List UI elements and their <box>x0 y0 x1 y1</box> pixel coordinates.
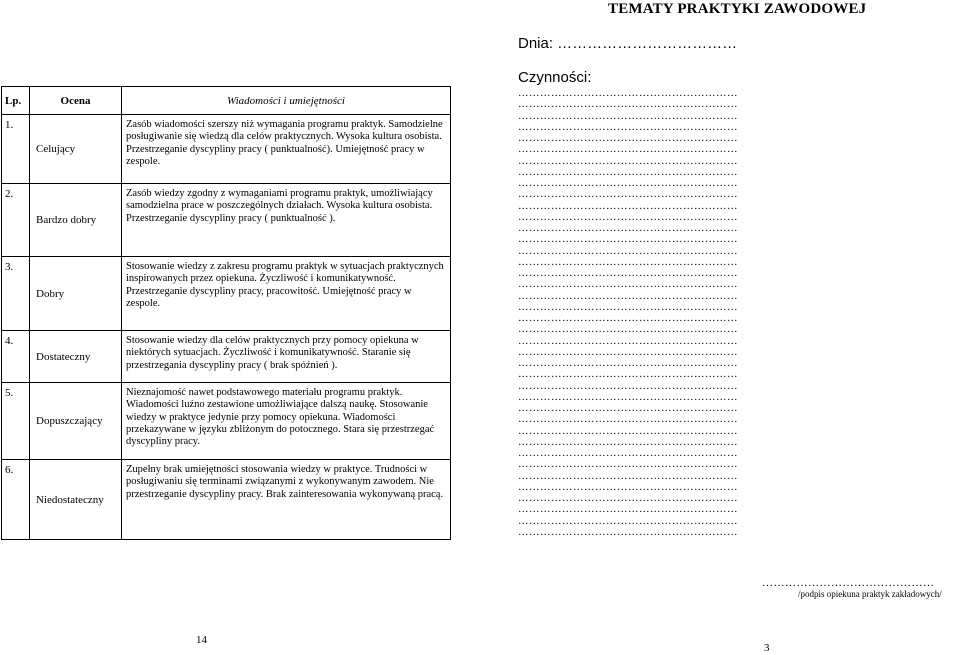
dotted-line[interactable]: …………………………………………………… <box>518 110 738 122</box>
activities-dotted-lines[interactable] <box>518 88 958 538</box>
dotted-line[interactable]: …………………………………………………… <box>518 155 738 167</box>
dotted-line[interactable]: …………………………………………………… <box>518 448 738 459</box>
row-number: 1. <box>2 115 30 184</box>
table-row <box>2 184 451 257</box>
dotted-line[interactable]: …………………………………………………… <box>518 166 738 178</box>
dotted-line[interactable]: …………………………………………………… <box>518 335 738 347</box>
row-description: Stosowanie wiedzy dla celów praktycznych przy pomocy opiekuna w niektórych sytuacjach. Życzliwość i komunikatywność. Staranie się przestrzegania dyscypliny pracy ( brak spóźnień ). <box>122 331 451 383</box>
dotted-line[interactable]: …………………………………………………… <box>518 369 738 381</box>
activities-label: Czynności: <box>518 69 592 86</box>
dotted-line[interactable]: …………………………………………………… <box>518 425 738 437</box>
row-number: 2. <box>2 184 30 257</box>
grading-table <box>1 86 451 540</box>
dotted-line[interactable]: …………………………………………………… <box>518 290 738 302</box>
dotted-line[interactable]: …………………………………………………… <box>518 313 738 324</box>
row-description: Nieznajomość nawet podstawowego materiału programu praktyk. Wiadomości luźno zestawione umożliwiające dalszą naukę. Stosowanie wiedzy w praktyce jedynie przy pomocy opiekuna. Wiadomości przekazywane w języku zbliżonym do potocznego. Stara się przestrzegać dyscypliny pracy. <box>122 383 451 460</box>
dotted-line[interactable]: …………………………………………………… <box>518 324 738 336</box>
header-ocena: Ocena <box>30 87 122 115</box>
header-wiadomosci: Wiadomości i umiejętności <box>122 87 451 115</box>
page-number-left: 14 <box>196 634 207 646</box>
row-grade: Dostateczny <box>30 331 122 383</box>
row-description: Stosowanie wiedzy z zakresu programu praktyk w sytuacjach praktycznych inspirowanych przez opiekuna. Życzliwość i komunikatywność. Przestrzeganie dyscypliny pracy, pracowitość. Umiejętność pracy w zespole. <box>122 257 451 331</box>
dotted-line[interactable]: …………………………………………………… <box>518 481 738 493</box>
dotted-line[interactable]: …………………………………………………… <box>518 178 738 189</box>
row-description: Zasób wiadomości szerszy niż wymagania programu praktyk. Samodzielne posługiwanie się wiedzą dla celów praktycznych. Wysoka kultura osobista. Przestrzeganie dyscypliny pracy ( punktualność). Umiejętność pracy w zespole. <box>122 115 451 184</box>
table-row <box>2 383 451 460</box>
dotted-line[interactable]: …………………………………………………… <box>518 414 738 426</box>
table-row <box>2 460 451 540</box>
table-row <box>2 257 451 331</box>
row-number: 4. <box>2 331 30 383</box>
dotted-line[interactable]: …………………………………………………… <box>518 268 738 279</box>
row-grade: Niedostateczny <box>30 460 122 540</box>
dotted-line[interactable]: …………………………………………………… <box>518 470 738 482</box>
row-grade: Bardzo dobry <box>30 184 122 257</box>
dotted-line[interactable]: …………………………………………………… <box>518 234 738 246</box>
row-grade: Celujący <box>30 115 122 184</box>
row-grade: Dopuszczający <box>30 383 122 460</box>
dotted-line[interactable]: …………………………………………………… <box>518 144 738 156</box>
dotted-line[interactable]: …………………………………………………… <box>518 301 738 313</box>
row-number: 5. <box>2 383 30 460</box>
dotted-line[interactable]: …………………………………………………… <box>518 223 738 234</box>
dotted-line[interactable]: …………………………………………………… <box>518 436 738 448</box>
date-field[interactable]: Dnia: ……………………………… <box>518 35 738 52</box>
table-row <box>2 115 451 184</box>
dotted-line[interactable]: …………………………………………………… <box>518 189 738 201</box>
dotted-line[interactable]: …………………………………………………… <box>518 200 738 212</box>
row-number: 6. <box>2 460 30 540</box>
page-title: TEMATY PRAKTYKI ZAWODOWEJ <box>608 1 867 17</box>
signature-line[interactable]: ……………………………………… <box>762 577 935 589</box>
page-number-right: 3 <box>764 642 770 654</box>
dotted-line[interactable]: …………………………………………………… <box>518 459 738 471</box>
dotted-line[interactable]: …………………………………………………… <box>518 279 738 291</box>
row-grade: Dobry <box>30 257 122 331</box>
dotted-line[interactable]: …………………………………………………… <box>518 346 738 358</box>
dotted-line[interactable]: …………………………………………………… <box>518 358 738 369</box>
row-description: Zasób wiedzy zgodny z wymaganiami programu praktyk, umożliwiający samodzielna prace w poszczególnych działach. Wysoka kultura osobista. Przestrzeganie dyscypliny pracy ( punktualność ). <box>122 184 451 257</box>
dotted-line[interactable]: …………………………………………………… <box>518 99 738 111</box>
dotted-line[interactable]: …………………………………………………… <box>518 403 738 414</box>
table-header-row <box>2 87 451 115</box>
dotted-line[interactable]: …………………………………………………… <box>518 245 738 257</box>
dotted-line[interactable]: …………………………………………………… <box>518 515 738 527</box>
dotted-line[interactable]: …………………………………………………… <box>518 504 738 516</box>
dotted-line[interactable]: …………………………………………………… <box>518 133 738 144</box>
dotted-line[interactable]: …………………………………………………… <box>518 391 738 403</box>
dotted-line[interactable]: …………………………………………………… <box>518 493 738 504</box>
dotted-line[interactable]: …………………………………………………… <box>518 211 738 223</box>
signature-caption: /podpis opiekuna praktyk zakładowych/ <box>798 589 942 599</box>
dotted-line[interactable]: …………………………………………………… <box>518 88 738 99</box>
row-number: 3. <box>2 257 30 331</box>
dotted-line[interactable]: …………………………………………………… <box>518 526 738 538</box>
dotted-line[interactable]: …………………………………………………… <box>518 121 738 133</box>
table-row <box>2 331 451 383</box>
row-description: Zupełny brak umiejętności stosowania wiedzy w praktyce. Trudności w posługiwaniu się terminami związanymi z wykonywanym zawodem. Nie przestrzeganie dyscypliny pracy. Brak zainteresowania wykonywaną pracą. <box>122 460 451 540</box>
header-lp: Lp. <box>2 87 30 115</box>
dotted-line[interactable]: …………………………………………………… <box>518 380 738 392</box>
dotted-line[interactable]: …………………………………………………… <box>518 256 738 268</box>
